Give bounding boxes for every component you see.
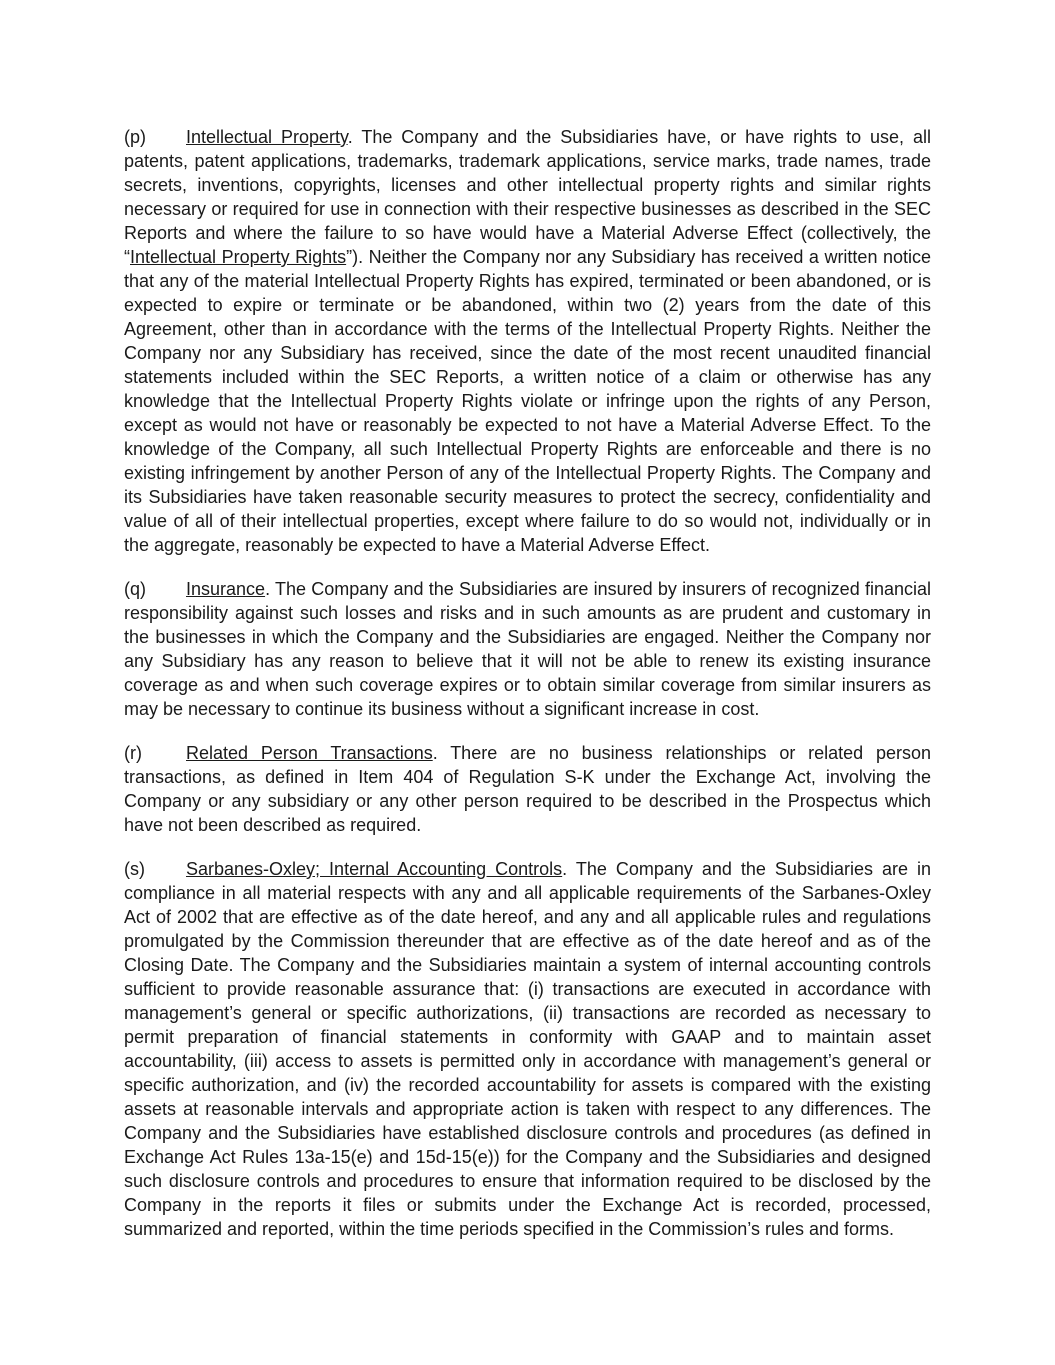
section-p [124, 125, 931, 557]
defined-term: Intellectual Property Rights [130, 247, 347, 267]
document-page [124, 125, 931, 1261]
section-text: . The Company and the Subsidiaries have, or have rights to use, all patents, patent applications, trademarks, trademark applications, service marks, trade names, trade secrets, inventions, copyrights, licenses and other intellectual property rights and similar rights necessary or required for use in connection with their respective businesses as described in the SEC Reports and where the failure to so have would have a Material Adverse Effect (collectively, the “ [124, 127, 931, 267]
section-label: (s) [124, 859, 145, 879]
section-heading: Sarbanes-Oxley; Internal Accounting Controls [186, 859, 563, 879]
section-s [124, 857, 931, 1241]
section-heading: Intellectual Property [186, 127, 348, 147]
section-text: . There are no business relationships or related person transactions, as defined in Item 404 of Regulation S-K under the Exchange Act, involving the Company or any subsidiary or any other person required to be described in the Prospectus which have not been described as required. [124, 743, 931, 835]
section-label: (r) [124, 743, 142, 763]
section-heading: Insurance [186, 579, 266, 599]
section-heading: Related Person Transactions [186, 743, 433, 763]
section-text: . The Company and the Subsidiaries are in compliance in all material respects with any and all applicable requirements of the Sarbanes-Oxley Act of 2002 that are effective as of the date hereof, and any and all applicable rules and regulations promulgated by the Commission thereunder that are effective as of the date hereof and as of the Closing Date. The Company and the Subsidiaries maintain a system of internal accounting controls sufficient to provide reasonable assurance that: (i) transactions are executed in accordance with management’s general or specific authorizations, (ii) transactions are recorded as necessary to permit preparation of financial statements in conformity with GAAP and to maintain asset accountability, (iii) access to assets is permitted only in accordance with management’s general or specific authorization, and (iv) the recorded accountability for assets is compared with the existing assets at reasonable intervals and appropriate action is taken with respect to any differences. The Company and the Subsidiaries have established disclosure controls and procedures (as defined in Exchange Act Rules 13a-15(e) and 15d-15(e)) for the Company and the Subsidiaries and designed such disclosure controls and procedures to ensure that information required to be disclosed by the Company in the reports it files or submits under the Exchange Act is recorded, processed, summarized and reported, within the time periods specified in the Commission’s rules and forms. [124, 859, 931, 1239]
section-text: . The Company and the Subsidiaries are insured by insurers of recognized financial responsibility against such losses and risks and in such amounts as are prudent and customary in the businesses in which the Company and the Subsidiaries are engaged. Neither the Company nor any Subsidiary has any reason to believe that it will not be able to renew its existing insurance coverage as and when such coverage expires or to obtain similar coverage from similar insurers as may be necessary to continue its business without a significant increase in cost. [124, 579, 931, 719]
section-r [124, 741, 931, 837]
section-label: (q) [124, 579, 146, 599]
section-label: (p) [124, 127, 146, 147]
section-text: ”). Neither the Company nor any Subsidiary has received a written notice that any of the material Intellectual Property Rights has expired, terminated or been abandoned, or is expected to expire or terminate or be abandoned, within two (2) years from the date of this Agreement, other than in accordance with the terms of the Intellectual Property Rights. Neither the Company nor any Subsidiary has received, since the date of the most recent unaudited financial statements included within the SEC Reports, a written notice of a claim or otherwise has any knowledge that the Intellectual Property Rights violate or infringe upon the rights of any Person, except as would not have or reasonably be expected to not have a Material Adverse Effect. To the knowledge of the Company, all such Intellectual Property Rights are enforceable and there is no existing infringement by another Person of any of the Intellectual Property Rights. The Company and its Subsidiaries have taken reasonable security measures to protect the secrecy, confidentiality and value of all of their intellectual properties, except where failure to do so would not, individually or in the aggregate, reasonably be expected to have a Material Adverse Effect. [124, 247, 931, 555]
section-q [124, 577, 931, 721]
